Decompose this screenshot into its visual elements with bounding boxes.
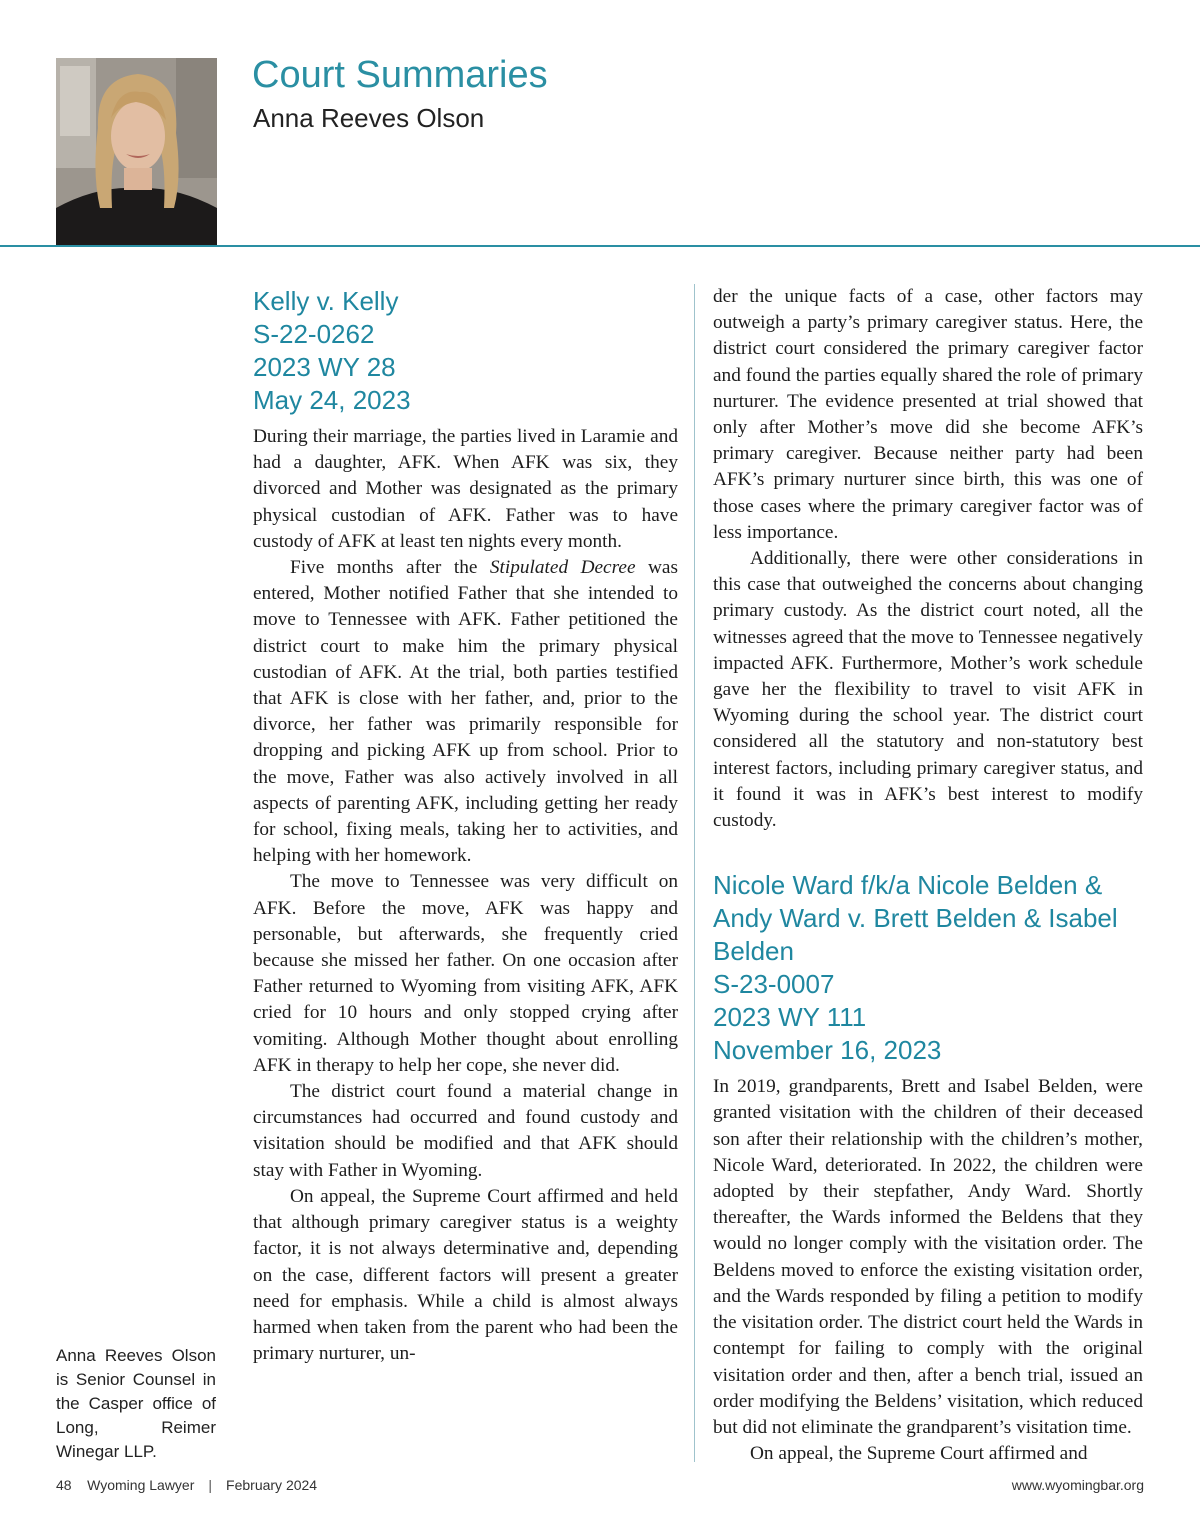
case-date: November 16, 2023: [713, 1035, 942, 1066]
column-right: [713, 284, 1143, 1467]
italic-case-term: Stipulated Decree: [489, 557, 636, 579]
author-photo: [56, 58, 217, 246]
case-citation: 2023 WY 28: [253, 352, 396, 382]
paragraph: On appeal, the Supreme Court affirmed and held that although primary caregiver status is a weighty factor, it is not always determinative and, depending on the case, different factors will present a greater need for emphasis. While a child is almost always harmed when taken from the parent who had been the primary nurturer, un-: [253, 1185, 678, 1365]
case-docket-number: S-22-0262: [253, 319, 375, 349]
paragraph: In 2019, grandparents, Brett and Isabel Belden, were granted visitation with the children of their deceased son after their relationship with the children’s mother, Nicole Ward, deteriorated. In 2022, the children were adopted by their stepfather, Andy Ward. Shortly thereafter, the Wards informed the Beldens that they would no longer comply with the visitation order. The Beldens moved to enforce the existing visitation order, and the Wards responded by filing a petition to modify the visitation order. The district court held the Wards in contempt for failing to comply with the original visitation order and then, after a bench trial, issued an order modifying the Beldens’ visitation, which reduced but did not eliminate the grandparent’s visitation time.: [713, 1076, 1143, 1438]
issue-date: February 2024: [226, 1477, 318, 1493]
website-link[interactable]: www.wyomingbar.org: [1011, 1477, 1144, 1493]
author-photo-illustration: [56, 58, 217, 246]
column-left: [253, 285, 678, 1367]
paragraph: During their marriage, the parties lived in Laramie and had a daughter, AFK. When AFK was six, they divorced and Mother was designated as the primary physical custodian of AFK. Father was to have custody of AFK at least ten nights every month.: [253, 426, 678, 552]
case-title: Nicole Ward f/k/a Nicole Belden & Andy Ward v. Brett Belden & Isabel Belden: [713, 870, 1118, 967]
header-rule: [0, 245, 1200, 247]
column-divider: [694, 284, 695, 1462]
paragraph: [253, 555, 678, 869]
paragraph: On appeal, the Supreme Court affirmed and: [750, 1443, 1088, 1465]
author-bio: Anna Reeves Olson is Senior Counsel in the Casper office of Long, Reimer Winegar LLP.: [56, 1346, 216, 1461]
paragraph-text: Five months after the: [290, 557, 490, 579]
case-citation: 2023 WY 111: [713, 1002, 867, 1033]
page-footer: [56, 1477, 1144, 1497]
paragraph: The move to Tennessee was very difficult on AFK. Before the move, AFK was happy and personable, but afterwards, she frequently cried because she missed her father. On one occasion after Father returned to Wyoming from visiting AFK, AFK cried for 10 hours and only stopped crying after vomiting. Although Mother thought about enrolling AFK in therapy to help her cope, she never did.: [253, 871, 678, 1076]
footer-separator: |: [208, 1477, 213, 1493]
publication-name: Wyoming Lawyer: [87, 1477, 195, 1493]
footer-left: [56, 1477, 317, 1493]
case-heading-ward: [713, 869, 1143, 1067]
case-date: May 24, 2023: [253, 385, 411, 415]
paragraph: The district court found a material change in circumstances had occurred and found custody and visitation should be modified and that AFK should stay with Father in Wyoming.: [253, 1081, 678, 1181]
paragraph: der the unique facts of a case, other factors may outweigh a party’s primary caregiver status. Here, the district court considered the primary caregiver factor and found the parties equally shared the role of primary nurturer. The evidence presented at trial showed that only after Mother’s move did she become AFK’s primary caregiver. Because neither party had been AFK’s primary nurturer since birth, this was one of those cases where the primary caregiver factor was of less importance.: [713, 286, 1143, 543]
case-docket-number: S-23-0007: [713, 969, 835, 1000]
paragraph-text: was entered, Mother notified Father that she intended to move to Tennessee with AFK. Father petitioned the district court to make him the primary physical custodian of AFK. At the trial, both parties testified that AFK is close with her father, and, prior to the divorce, her father was primarily responsible for dropping and picking AFK up from school. Prior to the move, Father was also actively involved in all aspects of parenting AFK, including getting her ready for school, fixing meals, taking her to activities, and helping with her homework.: [253, 557, 678, 867]
page-title: Court Summaries: [252, 54, 548, 96]
author-name: Anna Reeves Olson: [253, 103, 485, 133]
section-gap: [713, 834, 1143, 869]
page-number: 48: [56, 1477, 72, 1493]
paragraph: Additionally, there were other considerations in this case that outweighed the concerns about changing primary custody. As the district court noted, all the witnesses agreed that the move to Tennessee negatively impacted AFK. Furthermore, Mother’s work schedule gave her the flexibility to travel to visit AFK in Wyoming during the school year. The district court considered all the statutory and non-statutory best interest factors, including primary caregiver status, and it found it was in AFK’s best interest to modify custody.: [713, 548, 1143, 832]
case-title: Kelly v. Kelly: [253, 286, 399, 316]
case-heading-kelly: [253, 285, 678, 417]
